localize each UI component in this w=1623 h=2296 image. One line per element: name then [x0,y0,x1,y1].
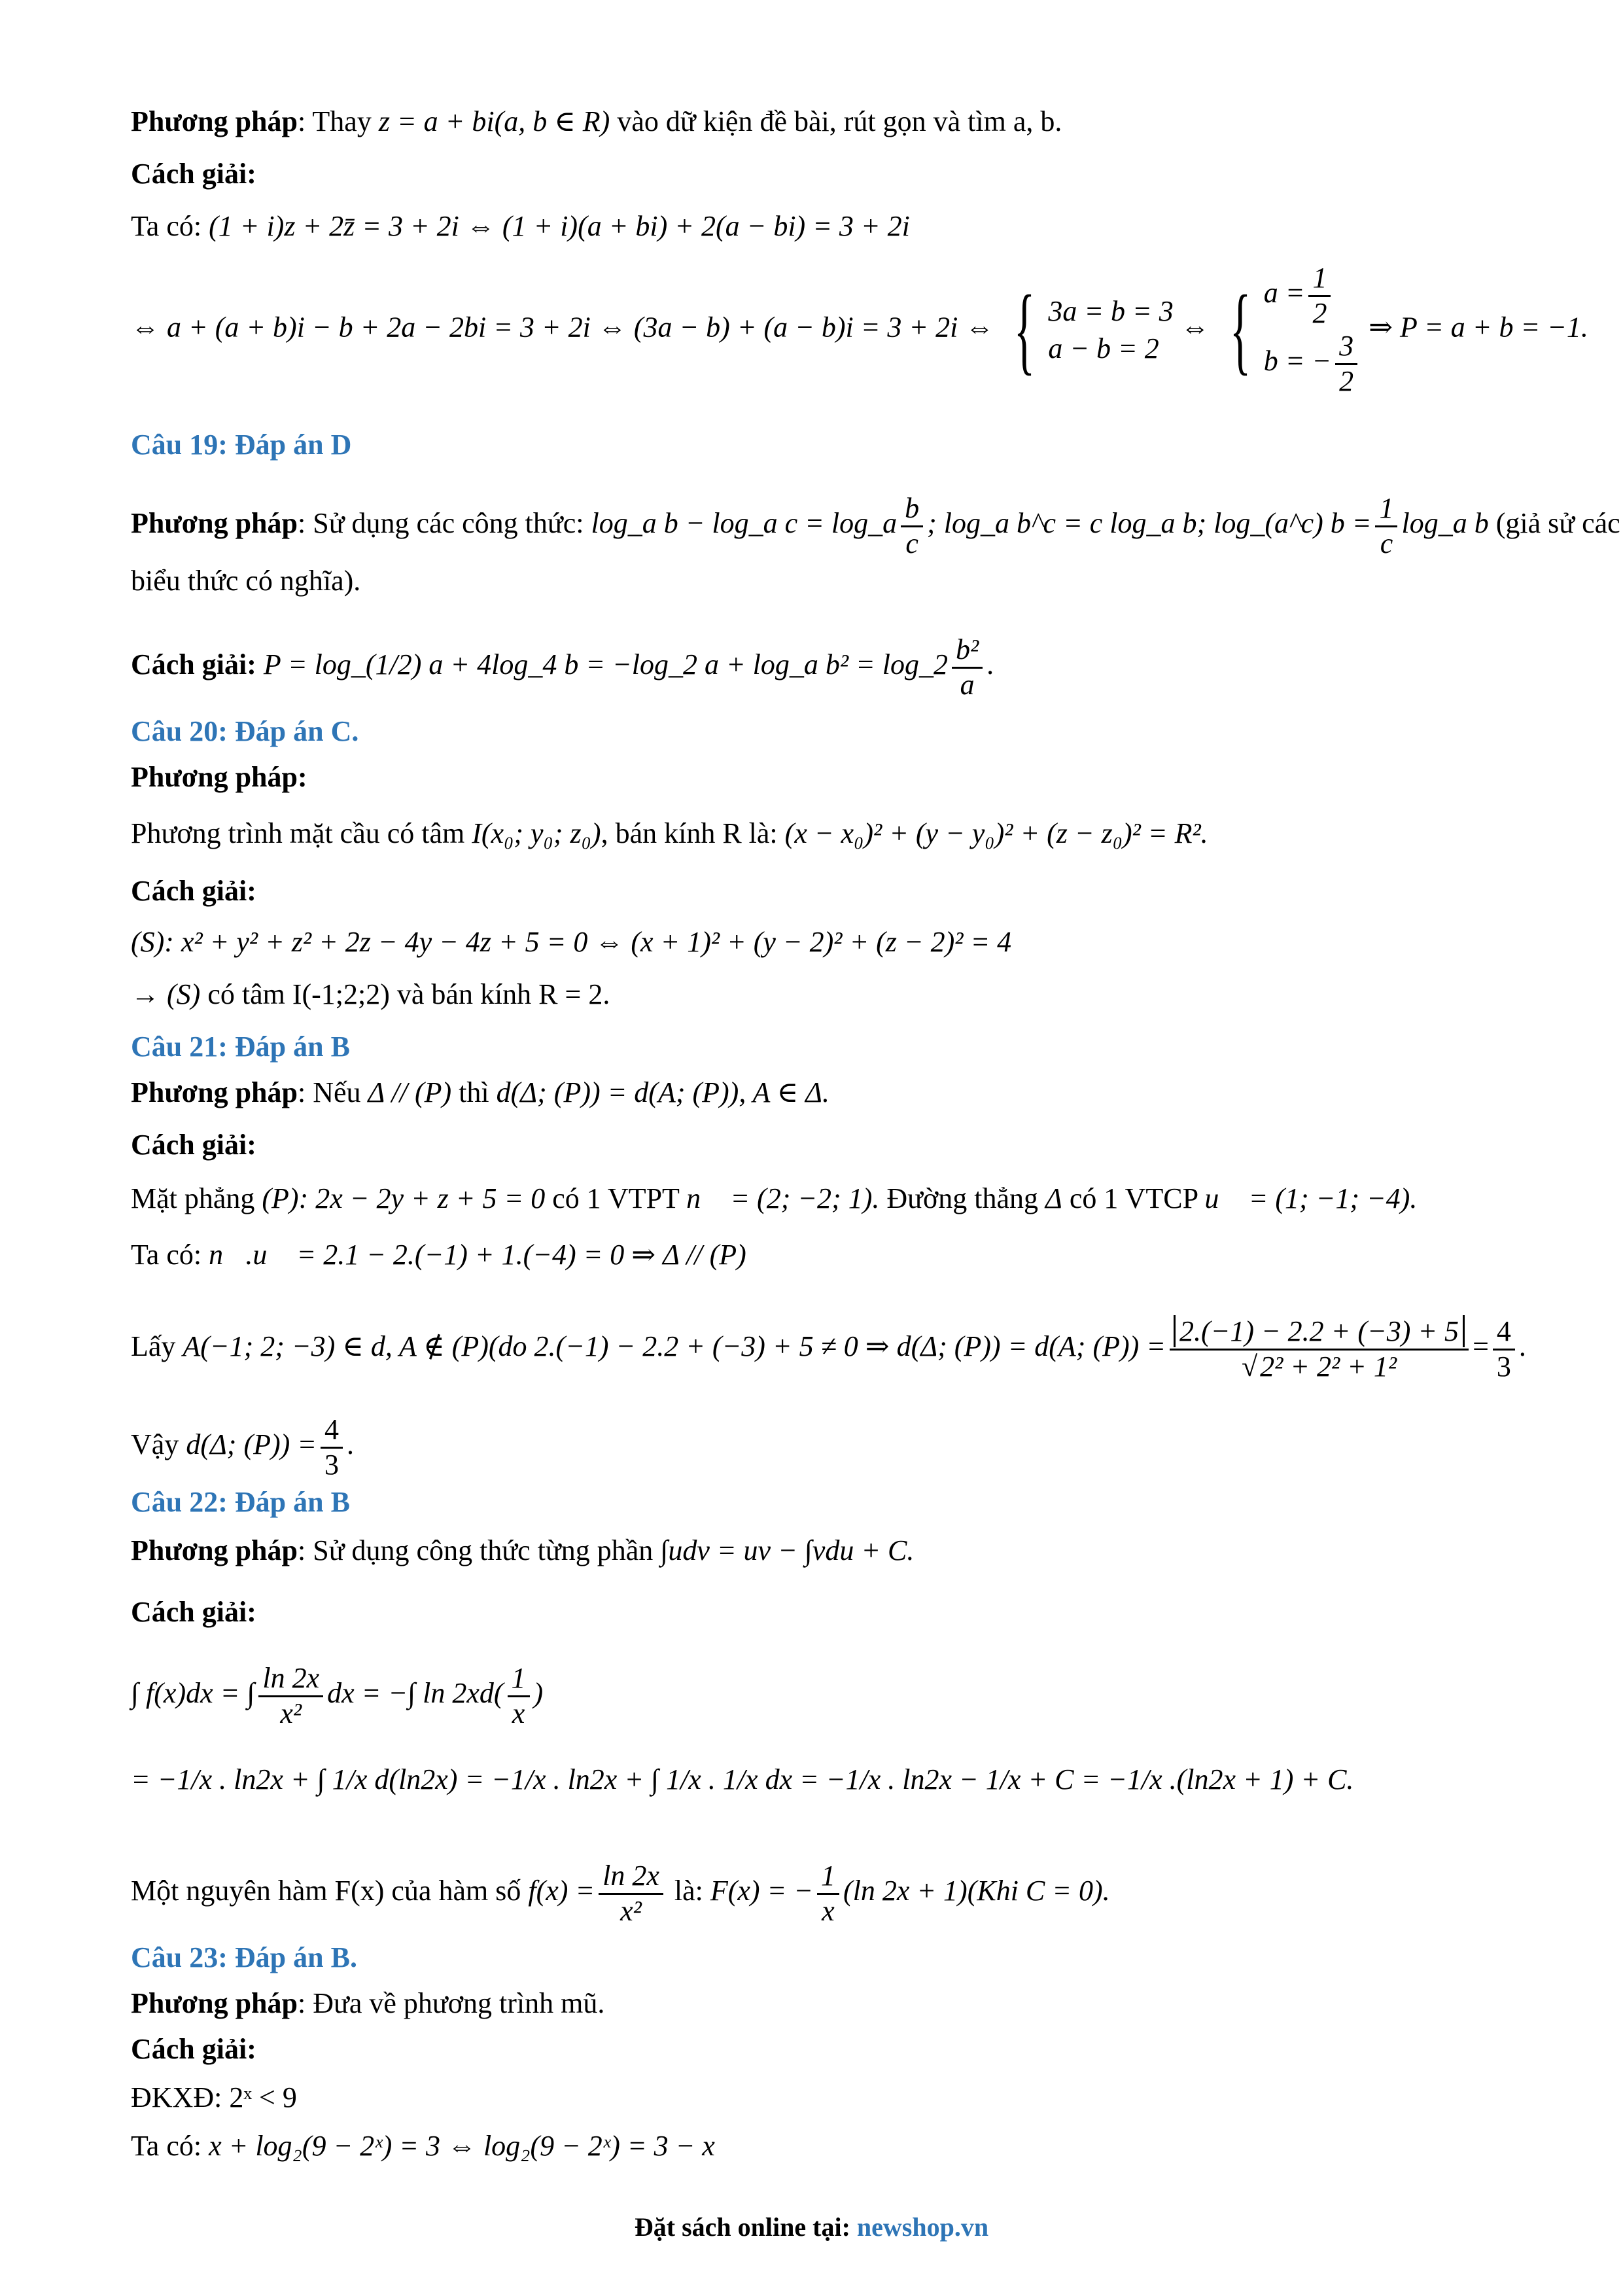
s19-method-line: Phương pháp: Sử dụng các công thức: log_a b − log_a c = log_a $\frac{b}{c}$ ; log_a b^c = c log_a b; log_(a^c) b = $\frac{1}{c}$ log_a b (giả sử các [131,492,1620,559]
s22-solution-line1: ∫ f(x)dx = ∫ $\frac{\ln 2x}{\text{x²}}$ dx = −∫ ln 2xd( $\frac{1}{x}$ ) [131,1662,544,1729]
s20-sphere-eq: (x − x₀)² + (y − y₀)² + (z − z₀)² = R². [784,817,1208,849]
s18-method-text1: : Thay [298,105,379,137]
s19-method-cont: biểu thức có nghĩa). [131,565,361,597]
s19-method-tail: (giả sử các [1488,507,1620,540]
s19-method-text: : Sử dụng các công thức: [298,507,591,540]
s18-system1-eq1: 3a = b = 3 [1048,295,1174,327]
s20-title: Câu 20: Đáp án C. [131,715,359,747]
s18-system1 [1001,275,1174,385]
s19-formula3: log_a b [1401,507,1489,540]
s18-system2-eq2: b = − $\frac{3}{2}$ [1264,330,1361,398]
s18-method-math: z = a + bi(a, b ∈ R) [378,105,610,137]
s18-method-line [131,103,1062,140]
s19-solution-math: P = log_(1/2) a + 4log_4 b = −log_2 a + log_a b² = log_2 [263,648,948,681]
s23-solution-label: Cách giải: [131,2033,256,2065]
s20-solution-line1: (S): x² + y² + z² + 2z − 4y − 4z + 5 = 0 ⇔ (x + 1)² + (y − 2)² + (z − 2)² = 4 [131,926,1012,958]
s23-method-line: Phương pháp: Đưa về phương trình mũ. [131,1987,605,2019]
s23-condition: ĐKXĐ: 2ˣ < 9 [131,2081,297,2113]
s21-conclusion: Vậy d(Δ; (P)) = $\frac{4}{3}$ . [131,1413,354,1481]
footer [0,2212,1623,2242]
s19-method-label: Phương pháp [131,507,298,540]
s22-method-line: Phương pháp: Sử dụng công thức từng phần ∫udv = uv − ∫vdu + C. [131,1534,915,1566]
footer-text: Đặt sách online tại: [634,2212,857,2242]
s19-solution-line: Cách giải: P = log_(1/2) a + 4log_4 b = −log_2 a + log_a b² = log_2 $\frac{\text{b²}}{a}$ . [131,633,994,701]
s18-solution-line2 [131,262,1588,398]
s18-system2-brace: { [1229,275,1251,385]
s19-formula1: log_a b − log_a c = log_a [591,507,898,540]
s22-solution-label: Cách giải: [131,1596,256,1628]
s18-equiv-arrow: ⇔ [1180,311,1210,344]
s20-solution-line2: → (S) có tâm I(-1;2;2) và bán kính R = 2. [131,978,610,1010]
s18-line2-math: ⇔ a + (a + b)i − b + 2a − 2bi = 3 + 2i ⇔ (3a − b) + (a − b)i = 3 + 2i ⇔ [131,311,994,344]
s18-line1-math: (1 + i)z + 2z̄ = 3 + 2i ⇔ (1 + i)(a + bi) + 2(a − bi) = 3 + 2i [209,210,910,242]
s21-solution-line3: Lấy A(−1; 2; −3) ∈ d, A ∉ (P)(do 2.(−1) − 2.2 + (−3) + 5 ≠ 0 ⇒ d(Δ; (P)) = d(A; (P)) = $\frac{2.(-1) - 2.2 + (-3) + 5}{\text{√2² + 2² + 1²}}$ = $\frac{4}{3}$ . [131,1315,1526,1383]
s20-method-line: Phương trình mặt cầu có tâm I(x₀; y₀; z₀), bán kính R là: (x − x₀)² + (y − y₀)² + (z − z₀)² = R². [131,817,1208,849]
s18-line1-prefix: Ta có: [131,210,209,242]
s18-result: ⇒ P = a + b = −1. [1369,311,1588,344]
s23-solution-line: Ta có: x + log₂(9 − 2ˣ) = 3 ⇔ log₂(9 − 2ˣ) = 3 − x [131,2130,715,2162]
s21-title: Câu 21: Đáp án B [131,1031,350,1063]
s18-system1-eq2: a − b = 2 [1048,332,1159,365]
s22-solution-line2: = −1/x . ln2x + ∫ 1/x d(ln2x) = −1/x . ln2x + ∫ 1/x . 1/x dx = −1/x . ln2x − 1/x + C = −1/x .(ln2x + 1) + C. [131,1763,1354,1795]
s23-title: Câu 23: Đáp án B. [131,1941,357,1973]
s21-solution-line2: Ta có: n⃗.u⃗ = 2.1 − 2.(−1) + 1.(−4) = 0 ⇒ Δ // (P) [131,1239,746,1271]
s18-system2-eq1: a = $\frac{1}{2}$ [1264,262,1361,330]
s19-title: Câu 19: Đáp án D [131,429,352,461]
s20-method-label: Phương pháp: [131,761,307,793]
s18-solution-label: Cách giải: [131,158,256,190]
s18-system1-brace: { [1014,275,1036,385]
s18-system2 [1217,262,1361,398]
s22-conclusion: Một nguyên hàm F(x) của hàm số f(x) = $\frac{\ln 2x}{\text{x²}}$ là: F(x) = − $\frac{1}{x}$ (ln 2x + 1)(Khi C = 0). [131,1860,1110,1927]
s18-solution-line1 [131,208,910,245]
s21-solution-label: Cách giải: [131,1129,256,1161]
s18-method-label: Phương pháp [131,105,298,137]
s22-title: Câu 22: Đáp án B [131,1486,350,1518]
footer-link[interactable]: newshop.vn [856,2212,989,2242]
s19-formula2: ; log_a b^c = c log_a b; log_(a^c) b = [927,507,1372,540]
s20-center: I(x₀; y₀; z₀) [472,817,601,849]
s19-solution-label: Cách giải: [131,648,256,681]
s18-method-text2: vào dữ kiện đề bài, rút gọn và tìm a, b. [610,105,1062,137]
s21-solution-line1: Mặt phẳng (P): 2x − 2y + z + 5 = 0 có 1 VTPT n⃗ = (2; −2; 1). Đường thẳng Δ có 1 VTCP u⃗ = (1; −1; −4). [131,1182,1418,1214]
s21-method-line: Phương pháp: Nếu Δ // (P) thì d(Δ; (P)) = d(A; (P)), A ∈ Δ. [131,1076,830,1108]
s20-solution-label: Cách giải: [131,875,256,907]
